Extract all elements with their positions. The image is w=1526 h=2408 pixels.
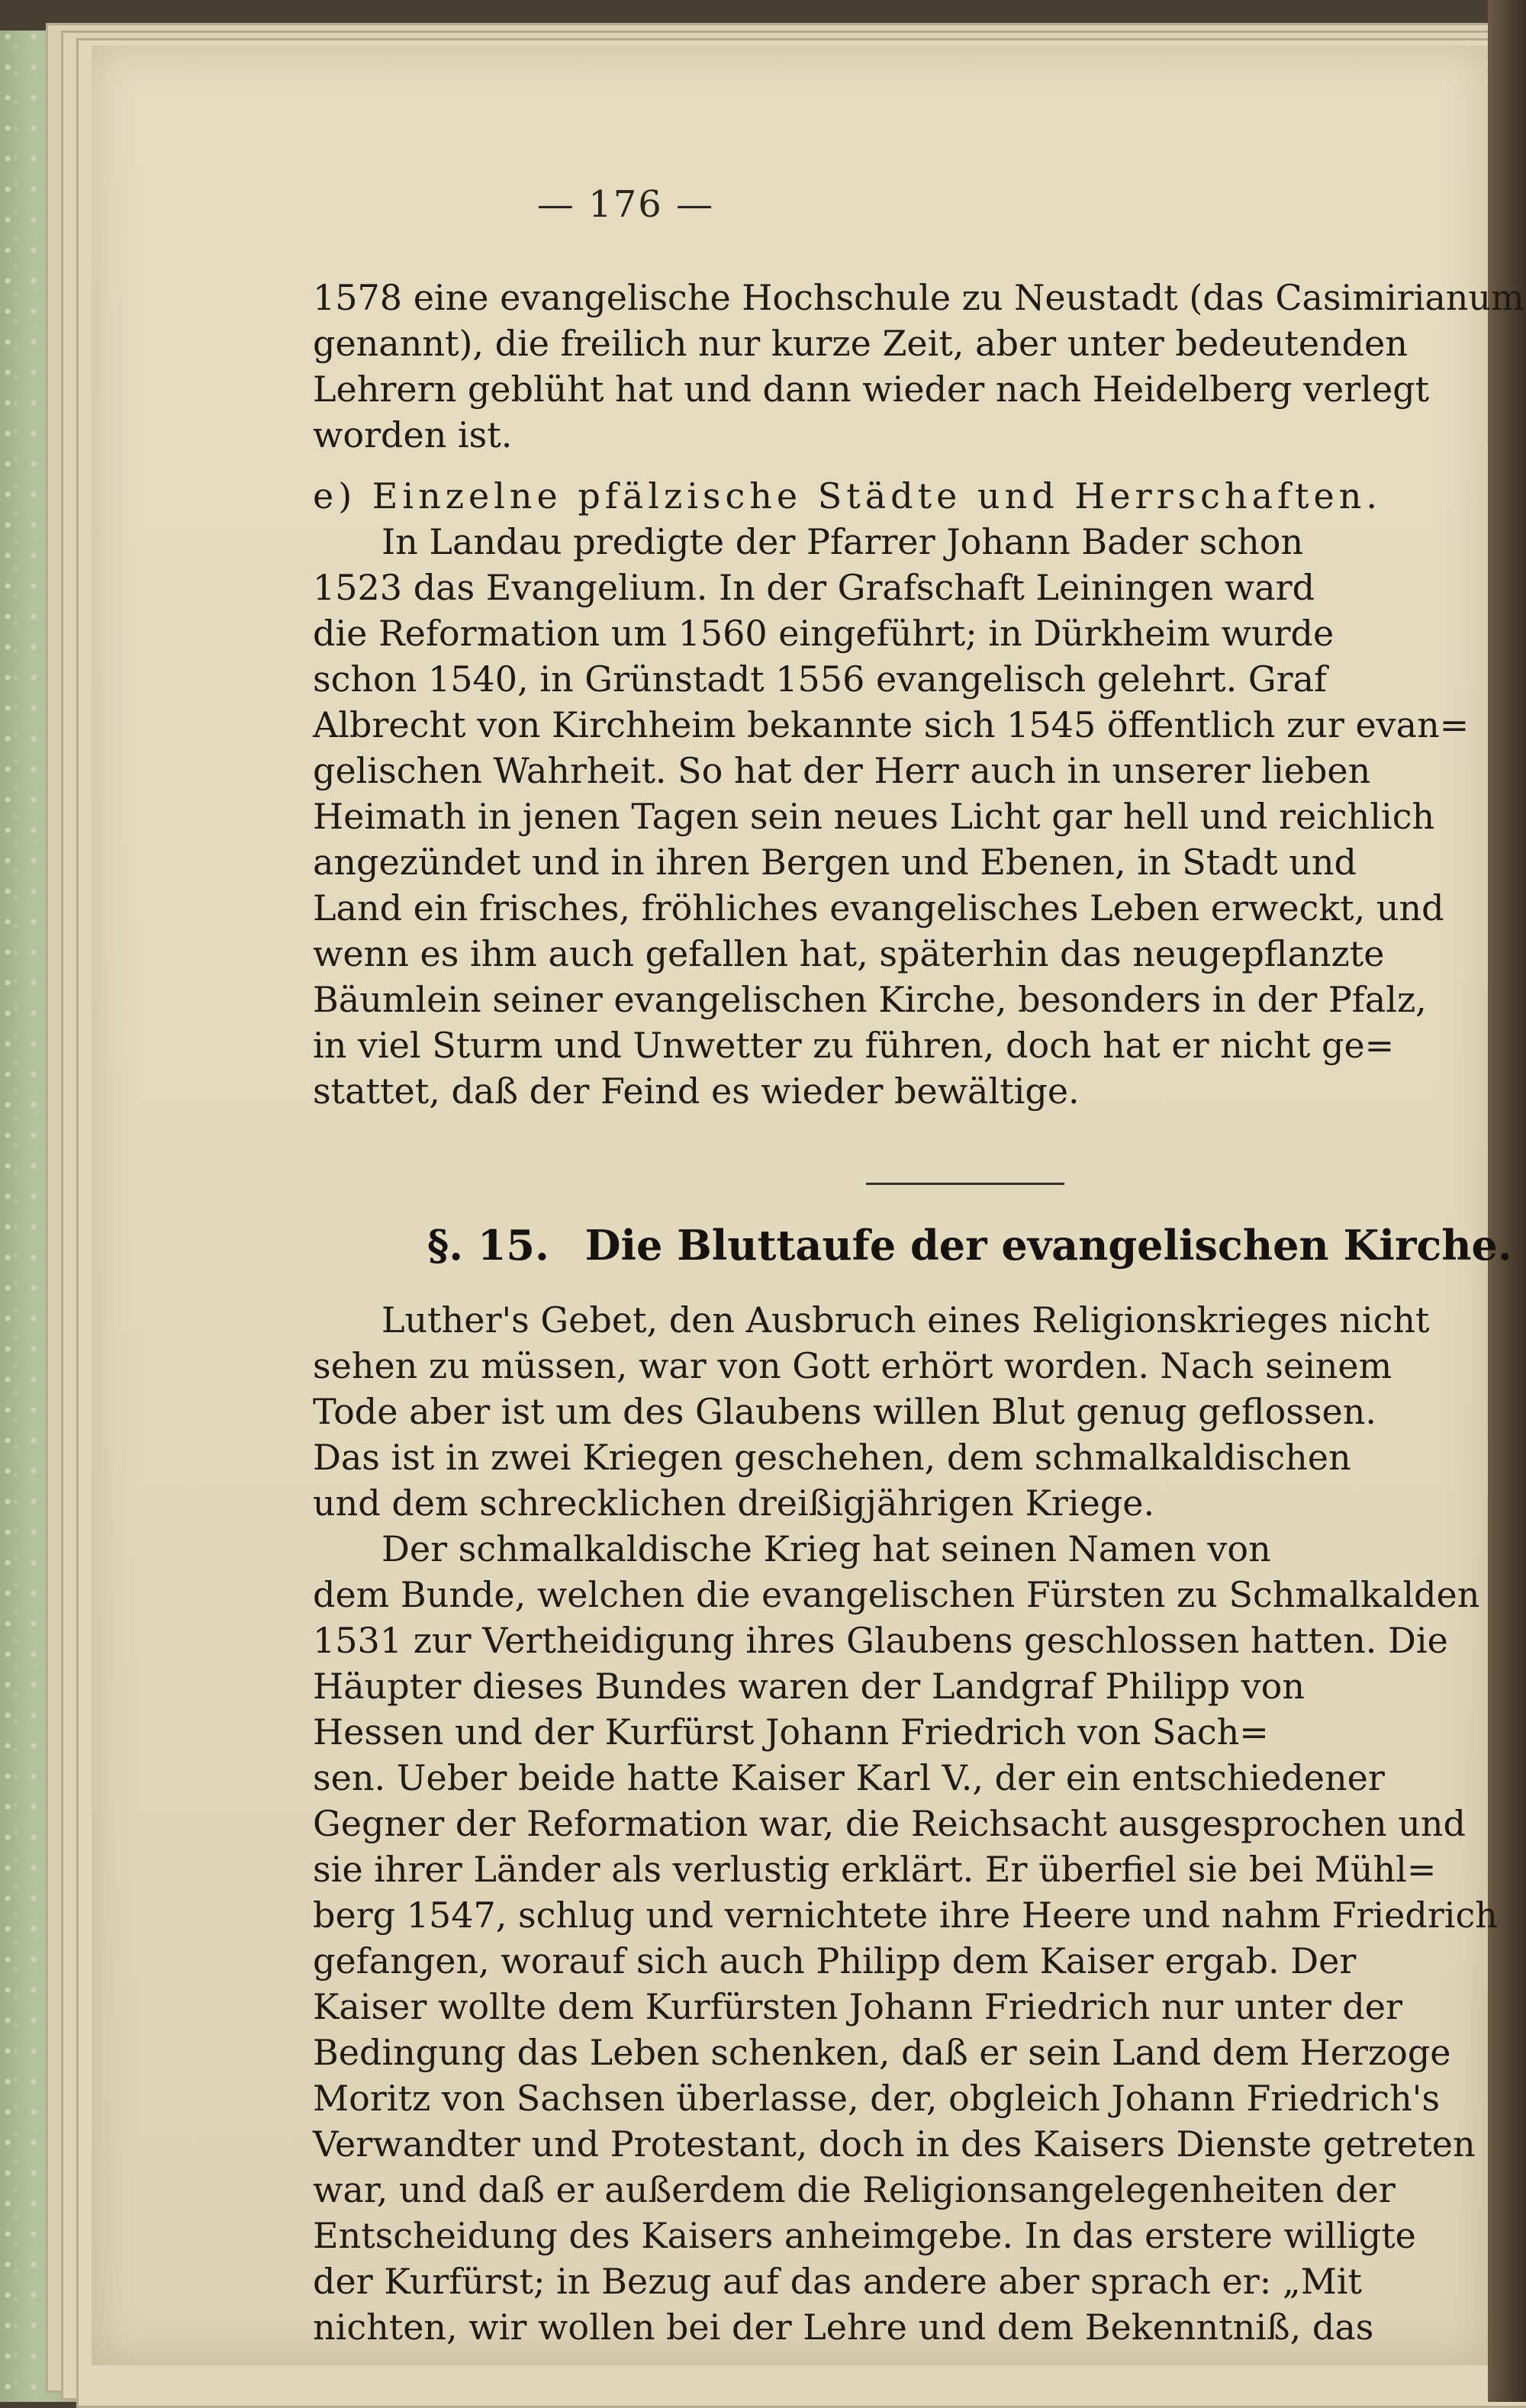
text-line: in viel Sturm und Unwetter zu führen, doch hat er nicht ge=	[313, 1025, 1395, 1066]
text-line: Bedingung das Leben schenken, daß er sein Land dem Herzoge	[313, 2032, 1451, 2073]
subheading-block	[313, 473, 1526, 519]
text-line: worden ist.	[313, 414, 513, 456]
text-line: der Kurfürst; in Bezug auf das andere aber sprach er: „Mit	[313, 2261, 1363, 2302]
text-line: gelischen Wahrheit. So hat der Herr auch in unserer lieben	[313, 750, 1371, 791]
text-line: Verwandter und Protestant, doch in des Kaisers Dienste getreten	[313, 2123, 1476, 2165]
text-line: Häupter dieses Bundes waren der Landgraf Philipp von	[313, 1666, 1305, 1707]
text-line: angezündet und in ihren Bergen und Ebenen, in Stadt und	[313, 842, 1357, 883]
text-line: Lehrern geblüht hat und dann wieder nach Heidelberg verlegt	[313, 369, 1430, 410]
text-line: In Landau predigte der Pfarrer Johann Bader schon	[382, 521, 1304, 562]
text-line: Das ist in zwei Kriegen geschehen, dem schmalkaldischen	[313, 1437, 1351, 1478]
paragraph-pfalz	[313, 519, 1526, 1114]
section-title: Die Bluttaufe der evangelischen Kirche.	[584, 1221, 1512, 1270]
text-line: nichten, wir wollen bei der Lehre und dem Bekenntniß, das	[313, 2307, 1374, 2348]
text-line: sen. Ueber beide hatte Kaiser Karl V., der ein entschiedener	[313, 1757, 1385, 1798]
text-line: Heimath in jenen Tagen sein neues Licht gar hell und reichlich	[313, 796, 1435, 837]
text-line: Entscheidung des Kaisers anheimgebe. In das erstere willigte	[313, 2215, 1416, 2256]
subheading: e) Einzelne pfälzische Städte und Herrschaften.	[313, 475, 1382, 517]
text-line: 1578 eine evangelische Hochschule zu Neustadt (das Casimirianum	[313, 277, 1524, 318]
text-line: Kaiser wollte dem Kurfürsten Johann Friedrich nur unter der	[313, 1986, 1402, 2027]
text-line: Albrecht von Kirchheim bekannte sich 1545 öffentlich zur evan=	[313, 704, 1470, 745]
text-line: Bäumlein seiner evangelischen Kirche, besonders in der Pfalz,	[313, 979, 1427, 1020]
text-line: Gegner der Reformation war, die Reichsacht ausgesprochen und	[313, 1803, 1466, 1844]
text-line: Luther's Gebet, den Ausbruch eines Religionskrieges nicht	[382, 1299, 1430, 1341]
section-divider	[866, 1183, 1064, 1185]
text-line: stattet, daß der Feind es wieder bewältige.	[313, 1070, 1080, 1112]
text-line: dem Bunde, welchen die evangelischen Fürsten zu Schmalkalden	[313, 1574, 1480, 1615]
text-line: wenn es ihm auch gefallen hat, späterhin das neugepflanzte	[313, 933, 1385, 974]
text-line: gefangen, worauf sich auch Philipp dem Kaiser ergab. Der	[313, 1940, 1357, 1981]
text-line: sie ihrer Länder als verlustig erklärt. Er überfiel sie bei Mühl=	[313, 1849, 1437, 1890]
text-line: Hessen und der Kurfürst Johann Friedrich von Sach=	[313, 1711, 1269, 1753]
text-line: berg 1547, schlug und vernichtete ihre Heere und nahm Friedrich	[313, 1895, 1498, 1936]
text-line: die Reformation um 1560 eingeführt; in Dürkheim wurde	[313, 613, 1334, 654]
text-line: schon 1540, in Grünstadt 1556 evangelisch gelehrt. Graf	[313, 658, 1328, 700]
text-line: und dem schrecklichen dreißigjährigen Kriege.	[313, 1482, 1155, 1524]
text-line: Der schmalkaldische Krieg hat seinen Namen von	[382, 1528, 1271, 1569]
text-line: Moritz von Sachsen überlasse, der, obgleich Johann Friedrich's	[313, 2078, 1441, 2119]
text-line: Land ein frisches, fröhliches evangelisches Leben erweckt, und	[313, 887, 1444, 929]
text-line: 1531 zur Vertheidigung ihres Glaubens geschlossen hatten. Die	[313, 1620, 1448, 1661]
text-line: Tode aber ist um des Glaubens willen Blut genug geflossen.	[313, 1391, 1376, 1432]
text-line: genannt), die freilich nur kurze Zeit, aber unter bedeutenden	[313, 323, 1408, 364]
page-number: — 176 —	[536, 183, 715, 226]
paragraph-continuation	[313, 275, 1526, 458]
text-line: 1523 das Evangelium. In der Grafschaft Leiningen ward	[313, 567, 1315, 608]
book-page	[92, 46, 1524, 2365]
text-line: sehen zu müssen, war von Gott erhört worden. Nach seinem	[313, 1345, 1392, 1386]
text-line: war, und daß er außerdem die Religionsangelegenheiten der	[313, 2169, 1396, 2210]
section-number: §. 15.	[427, 1221, 549, 1270]
paragraph-schmalkaldic-war	[313, 1526, 1526, 2350]
section-heading	[427, 1221, 1526, 1270]
paragraph-intro	[313, 1297, 1526, 1526]
